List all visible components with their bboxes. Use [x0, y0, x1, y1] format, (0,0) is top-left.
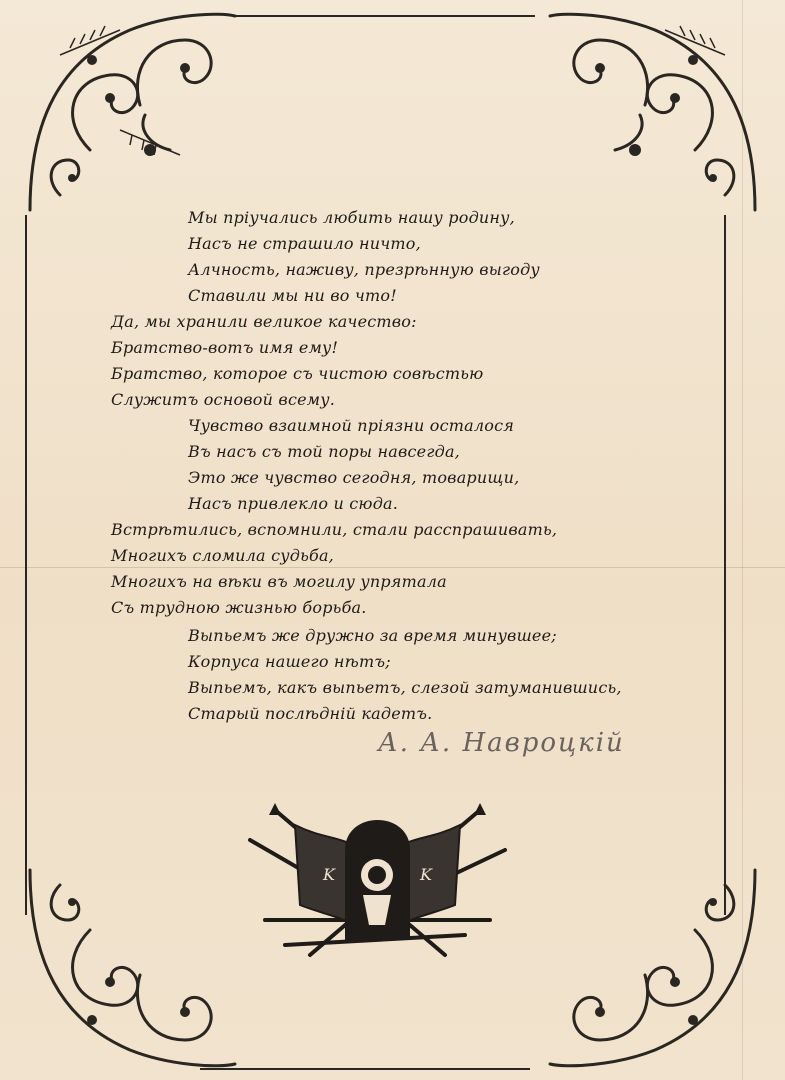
poem-line: Служитъ основой всему.	[111, 390, 336, 409]
poem-line: Это же чувство сегодня, товарищи,	[188, 468, 520, 487]
floral-scroll-icon	[545, 860, 765, 1080]
flag-monogram-left: K	[323, 865, 335, 884]
corner-ornament-bottom-left	[20, 860, 240, 1080]
poem-line: Алчность, наживу, презрѣнную выгоду	[188, 260, 540, 279]
poem-line: Съ трудною жизнью борьба.	[111, 598, 367, 617]
poem-line: Мы пріучались любить нашу родину,	[188, 208, 515, 227]
poem-line: Насъ привлекло и сюда.	[188, 494, 399, 513]
floral-scroll-icon	[20, 860, 240, 1080]
corner-ornament-bottom-right	[545, 860, 765, 1080]
poem-line: Ставили мы ни во что!	[188, 286, 397, 305]
poem-line: Выпьемъ же дружно за время минувшее;	[188, 626, 557, 645]
crossed-flags-helmet-icon	[245, 795, 510, 965]
poem-line: Многихъ на вѣки въ могилу упрятала	[111, 572, 447, 591]
poem-line: Въ насъ съ той поры навсегда,	[188, 442, 460, 461]
border-bottom	[200, 1068, 530, 1070]
poem-line: Чувство взаимной пріязни осталося	[188, 416, 515, 435]
poem-line: Братство-вотъ имя ему!	[111, 338, 339, 357]
flag-monogram-right: K	[420, 865, 432, 884]
poem-line: Да, мы хранили великое качество:	[111, 312, 417, 331]
poem-line: Корпуса нашего нѣтъ;	[188, 652, 391, 671]
author-signature: А. А. Навроцкій	[378, 728, 625, 758]
cadet-corps-emblem	[245, 795, 510, 965]
poem-line: Встрѣтились, вспомнили, стали расспрашивать,	[111, 520, 558, 539]
poem-line: Насъ не страшило ничто,	[188, 234, 421, 253]
poem-line: Многихъ сломила судьба,	[111, 546, 334, 565]
poem-line: Старый послѣдній кадетъ.	[188, 704, 433, 723]
poem-line: Выпьемъ, какъ выпьетъ, слезой затуманившись,	[188, 678, 622, 697]
poem-line: Братство, которое съ чистою совѣстью	[111, 364, 484, 383]
